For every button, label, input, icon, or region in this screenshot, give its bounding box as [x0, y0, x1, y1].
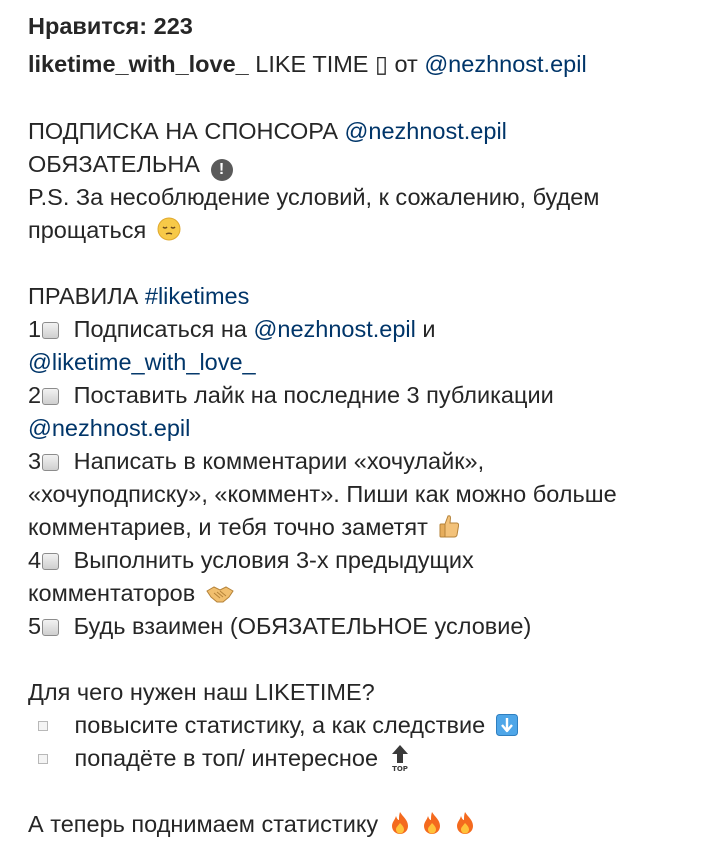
missing-glyph: ▯	[375, 51, 388, 77]
top-arrow-icon	[389, 744, 411, 772]
rule-item-2: 2 Поставить лайк на последние 3 публикации	[28, 382, 554, 408]
thumbs-up-icon	[438, 514, 460, 538]
bullet-icon	[38, 754, 48, 764]
rule-item-1-continued	[28, 346, 256, 379]
rule-item-2-continued	[28, 412, 190, 445]
down-arrow-icon	[496, 714, 518, 736]
sponsor-mention-link[interactable]: @nezhnost.epil	[28, 415, 191, 441]
caption-first-line	[28, 48, 587, 81]
pensive-face-icon	[157, 217, 181, 241]
sponsor-line-2: ОБЯЗАТЕЛЬНА !	[28, 148, 233, 181]
square-icon	[42, 619, 59, 636]
rule-item-1: 1 Подписаться на @nezhnost.epil и	[28, 316, 436, 342]
ps-line-2: прощаться	[28, 214, 181, 247]
ps-line-1: P.S. За несоблюдение условий, к сожалению, будем	[28, 184, 600, 210]
username-link[interactable]: liketime_with_love_	[28, 51, 249, 77]
sponsor-mention-link[interactable]: @nezhnost.epil	[424, 51, 587, 77]
square-icon	[42, 553, 59, 570]
rule-item-3-continued: «хочуподписку», «коммент». Пиши как можно больше	[28, 481, 617, 507]
purpose-bullet-1: повысите статистику, а как следствие	[28, 709, 518, 742]
rule-item-3: 3 Написать в комментарии «хочулайк»,	[28, 448, 485, 474]
rules-heading: ПРАВИЛА #liketimes	[28, 283, 250, 309]
svg-text:TOP: TOP	[391, 765, 408, 772]
bullet-icon	[38, 721, 48, 731]
from-word: от	[394, 51, 418, 77]
handshake-icon	[206, 584, 234, 604]
fire-icon	[389, 811, 411, 835]
purpose-question: Для чего нужен наш LIKETIME?	[28, 679, 375, 705]
account-mention-link[interactable]: @liketime_with_love_	[28, 349, 256, 375]
closing-line: А теперь поднимаем статистику	[28, 808, 476, 841]
caption-title: LIKE TIME	[255, 51, 369, 77]
square-icon	[42, 454, 59, 471]
sponsor-mention-link[interactable]: @nezhnost.epil	[344, 118, 507, 144]
square-icon	[42, 322, 59, 339]
exclamation-icon: !	[211, 159, 233, 181]
hashtag-link[interactable]: #liketimes	[144, 283, 250, 309]
sponsor-line-1: ПОДПИСКА НА СПОНСОРА @nezhnost.epil	[28, 118, 507, 144]
likes-count[interactable]: Нравится: 223	[28, 13, 193, 39]
rule-item-4: 4 Выполнить условия 3-х предыдущих	[28, 547, 474, 573]
rule-item-3-continued-2: комментариев, и тебя точно заметят	[28, 511, 460, 544]
square-icon	[42, 388, 59, 405]
fire-icon	[421, 811, 443, 835]
fire-icon	[454, 811, 476, 835]
sponsor-mention-link[interactable]: @nezhnost.epil	[253, 316, 416, 342]
rule-item-5: 5 Будь взаимен (ОБЯЗАТЕЛЬНОЕ условие)	[28, 613, 532, 639]
purpose-bullet-2: попадёте в топ/ интересное TOP	[28, 742, 411, 775]
rule-item-4-continued: комментаторов	[28, 577, 234, 610]
